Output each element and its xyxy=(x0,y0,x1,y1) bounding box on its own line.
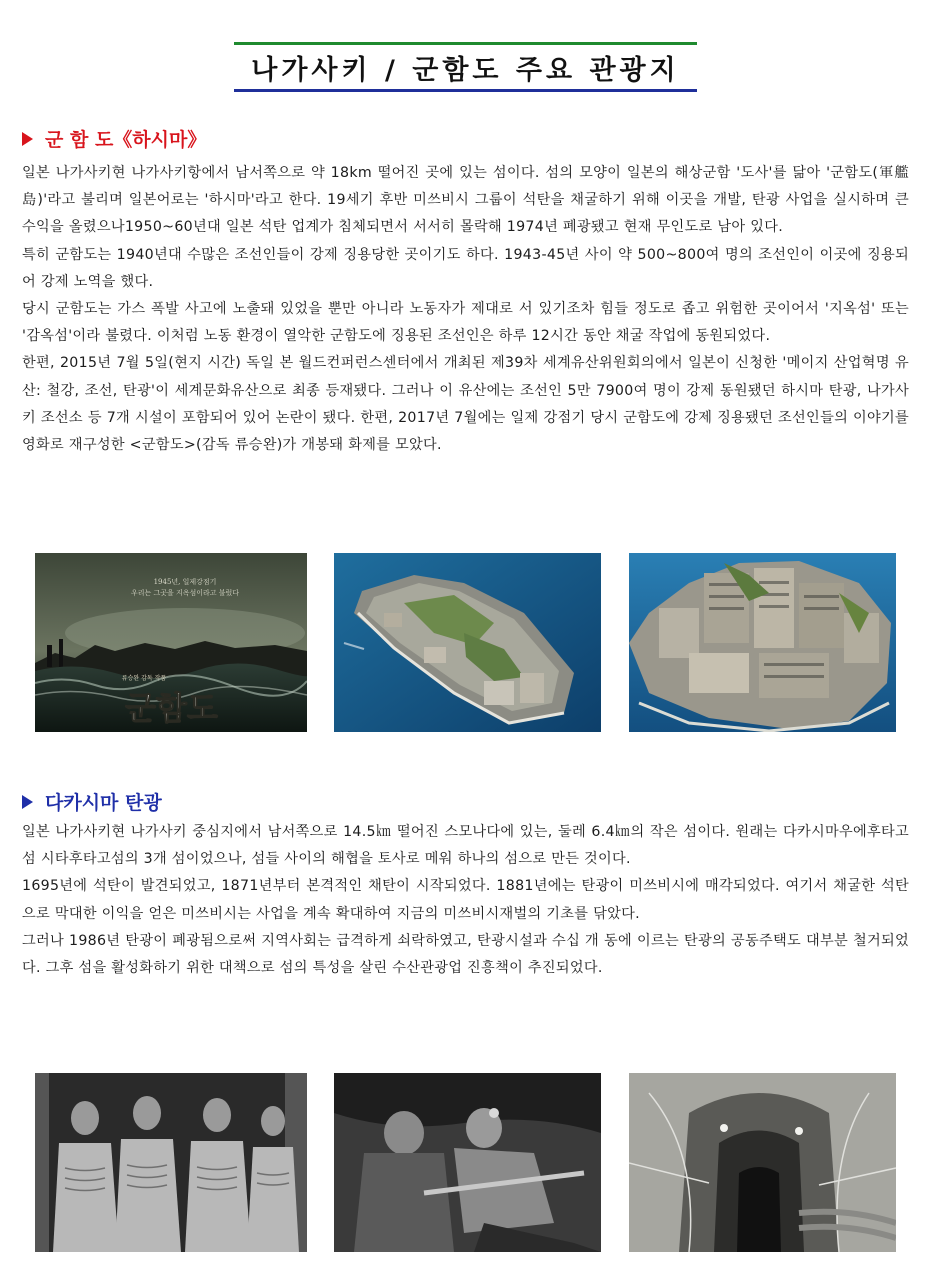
paragraph: 당시 군함도는 가스 폭발 사고에 노출돼 있었을 뿐만 아니라 노동자가 제대로 서 있기조차 힘들 정도로 좁고 위험한 곳이어서 '지옥섬' 또는 '감옥섬'이라 불렸다. 이처럼 노동 환경이 열악한 군함도에 징용된 조선인은 하루 12시간 동안 채굴 작업에 동원되었다. xyxy=(22,301,909,345)
mine-tunnel-photo xyxy=(629,1073,896,1252)
page-title: 나가사키 / 군함도 주요 관광지 xyxy=(251,54,680,86)
triangle-bullet-icon xyxy=(22,132,33,146)
gunhamdo-aerial-photo xyxy=(334,553,601,732)
poster-film-title: 군함도 xyxy=(125,689,218,727)
paragraph: 일본 나가사키현 나가사키항에서 남서쪽으로 약 18km 떨어진 곳에 있는 섬이다. 섬의 모양이 일본의 해상군함 '도사'를 닮아 '군함도(軍艦島)'라고 불리며 일본어로는 '하시마'라고 한다. 19세기 후반 미쓰비시 그룹이 석탄을 채굴하기 위해 이곳을 개발, 탄광 사업을 실시하며 큰 수익을 올렸으나1950~60년대 일본 석탄 업계가 침체되면서 서서히 몰락해 1974년 폐광됐고 현재 무인도로 남아 있다. xyxy=(22,165,909,236)
section-heading-text: 다카시마 탄광 xyxy=(45,792,162,814)
gunhamdo-ruins-photo xyxy=(629,553,896,732)
paragraph: 한편, 2015년 7월 5일(현지 시간) 독일 본 월드컨퍼런스센터에서 개최된 제39차 세계유산위원회의에서 일본이 신청한 '메이지 산업혁명 유산: 철강, 조선, 탄광'이 세계문화유산으로 최종 등재됐다. 그러나 이 유산에는 조선인 5만 7900여 명이 강제 동원됐던 하시마 탄광, 나가사키 조선소 등 7개 시설이 포함되어 있어 논란이 됐다. 한편, 2017년 7월에는 일제 강점기 당시 군함도에 강제 징용됐던 조선인들의 이야기를 영화로 재구성한 <군함도>(감독 류승완)가 개봉돼 화제를 모았다. xyxy=(22,355,909,454)
section-body-gunhamdo xyxy=(22,160,909,459)
laborers-historical-photo xyxy=(35,1073,307,1252)
page-title-box xyxy=(234,42,697,92)
section-body-takashima xyxy=(22,819,909,982)
section-heading-text: 군 함 도《하시마》 xyxy=(45,129,207,151)
paragraph: 1695년에 석탄이 발견되었고, 1871년부터 본격적인 채탄이 시작되었다. 1881년에는 탄광이 미쓰비시에 매각되었다. 여기서 채굴한 석탄으로 막대한 이익을 얻은 미쓰비시는 사업을 계속 확대하여 지금의 미쓰비시재벌의 기초를 닦았다. xyxy=(22,878,909,922)
movie-poster-image xyxy=(35,553,307,732)
poster-tagline-2: 우리는 그곳을 지옥섬이라고 불렀다 xyxy=(130,589,240,597)
section-heading-gunhamdo xyxy=(22,125,206,152)
miners-historical-photo xyxy=(334,1073,601,1252)
paragraph: 그러나 1986년 탄광이 폐광됨으로써 지역사회는 급격하게 쇠락하였고, 탄광시설과 수십 개 동에 이르는 탄광의 공동주택도 대부분 철거되었다. 그후 섬을 활성화하기 위한 대책으로 섬의 특성을 살린 수산관광업 진흥책이 추진되었다. xyxy=(22,932,909,977)
section-heading-takashima xyxy=(22,788,162,815)
poster-tagline-1: 1945년, 일제강점기 xyxy=(153,578,217,586)
paragraph: 일본 나가사키현 나가사키 중심지에서 남서쪽으로 14.5㎞ 떨어진 스모나다에 있는, 둘레 6.4㎞의 작은 섬이다. 원래는 다카시마우에후타고섬 시타후타고섬의 3개 섬이었으나, 섬들 사이의 해협을 토사로 메워 하나의 섬으로 만든 것이다. xyxy=(22,824,909,868)
poster-director-credit: 류승완 감독 작품 xyxy=(121,675,167,682)
triangle-bullet-icon xyxy=(22,795,33,809)
paragraph: 특히 군함도는 1940년대 수많은 조선인들이 강제 징용당한 곳이기도 하다. 1943-45년 사이 약 500~800여 명의 조선인이 이곳에 징용되어 강제 노역을 했다. xyxy=(22,246,909,290)
